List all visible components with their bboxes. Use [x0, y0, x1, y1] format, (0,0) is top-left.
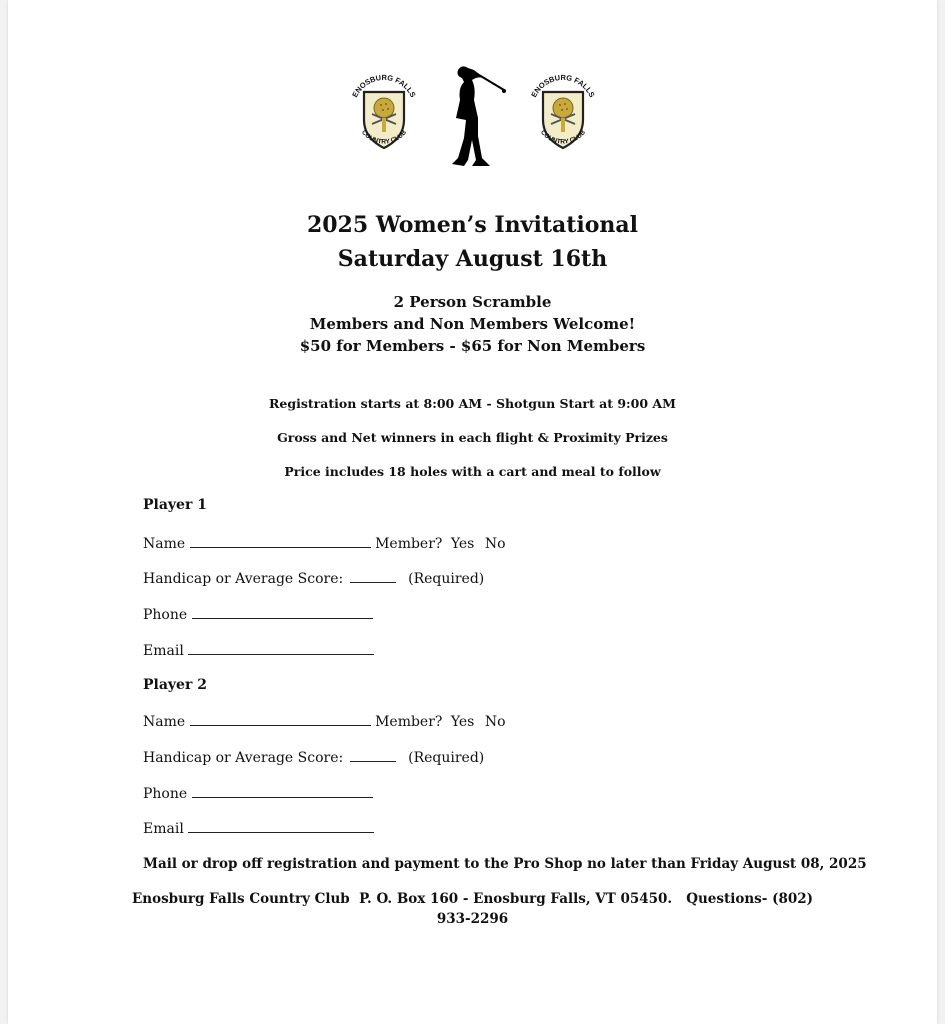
player1-phone-field[interactable]: [192, 605, 373, 619]
player2-email-label: Email: [143, 821, 184, 837]
player1-email-row: [143, 641, 374, 659]
player2-phone-row: [143, 784, 373, 802]
footer-instructions: Mail or drop off registration and payment to the Pro Shop no later than Friday August 08, 2025: [143, 856, 867, 872]
player1-heading: Player 1: [143, 497, 207, 513]
event-welcome: Members and Non Members Welcome!: [309, 315, 636, 333]
player2-heading: Player 2: [143, 677, 207, 693]
player1-phone-label: Phone: [143, 607, 188, 623]
player2-member-label: Member?: [375, 714, 443, 730]
logo-right-bottom-text: COUNTRY CLUB: [539, 129, 587, 146]
player1-email-label: Email: [143, 643, 184, 659]
player2-handicap-row: [143, 748, 484, 766]
player1-name-row: [143, 534, 506, 552]
player2-member-yes[interactable]: Yes: [450, 714, 475, 730]
player2-phone-field[interactable]: [192, 784, 373, 798]
player2-phone-label: Phone: [143, 786, 188, 802]
club-logo-right: [525, 70, 601, 160]
event-format: 2 Person Scramble: [393, 293, 552, 311]
player1-member-no[interactable]: No: [484, 536, 506, 552]
event-price: $50 for Members - $65 for Non Members: [299, 337, 646, 355]
flyer-page: [8, 0, 937, 1024]
event-date: Saturday August 16th: [337, 246, 608, 272]
player2-member-no[interactable]: No: [484, 714, 506, 730]
logo-right-top-text: ENOSBURG FALLS: [529, 72, 597, 99]
player2-handicap-field[interactable]: [350, 748, 396, 762]
detail-prizes: Gross and Net winners in each flight & Proximity Prizes: [277, 430, 668, 445]
club-logo-left: [346, 70, 422, 160]
player1-handicap-field[interactable]: [350, 569, 396, 583]
player1-email-field[interactable]: [188, 641, 374, 655]
player2-email-field[interactable]: [188, 819, 374, 833]
player1-member-yes[interactable]: Yes: [450, 536, 475, 552]
player1-member-label: Member?: [375, 536, 443, 552]
player2-name-row: [143, 712, 506, 730]
golfer-silhouette-icon: [438, 60, 508, 170]
player1-name-field[interactable]: [190, 534, 371, 548]
player1-phone-row: [143, 605, 373, 623]
player1-name-label: Name: [143, 536, 186, 552]
footer-address: Enosburg Falls Country Club P. O. Box 160 - Enosburg Falls, VT 05450. Questions- (802): [131, 891, 814, 907]
player1-handicap-label: Handicap or Average Score:: [143, 571, 344, 587]
player2-email-row: [143, 819, 374, 837]
detail-includes: Price includes 18 holes with a cart and meal to follow: [284, 464, 661, 479]
player1-handicap-required: (Required): [408, 571, 485, 587]
event-title: 2025 Women’s Invitational: [306, 212, 639, 238]
detail-registration: Registration starts at 8:00 AM - Shotgun Start at 9:00 AM: [269, 396, 676, 411]
logo-left-top-text: ENOSBURG FALLS: [350, 72, 418, 99]
player1-handicap-row: [143, 569, 484, 587]
player2-handicap-label: Handicap or Average Score:: [143, 750, 344, 766]
player2-name-label: Name: [143, 714, 186, 730]
player2-handicap-required: (Required): [408, 750, 485, 766]
logo-left-bottom-text: COUNTRY CLUB: [360, 129, 408, 146]
footer-phone: 933-2296: [436, 911, 509, 927]
player2-name-field[interactable]: [190, 712, 371, 726]
